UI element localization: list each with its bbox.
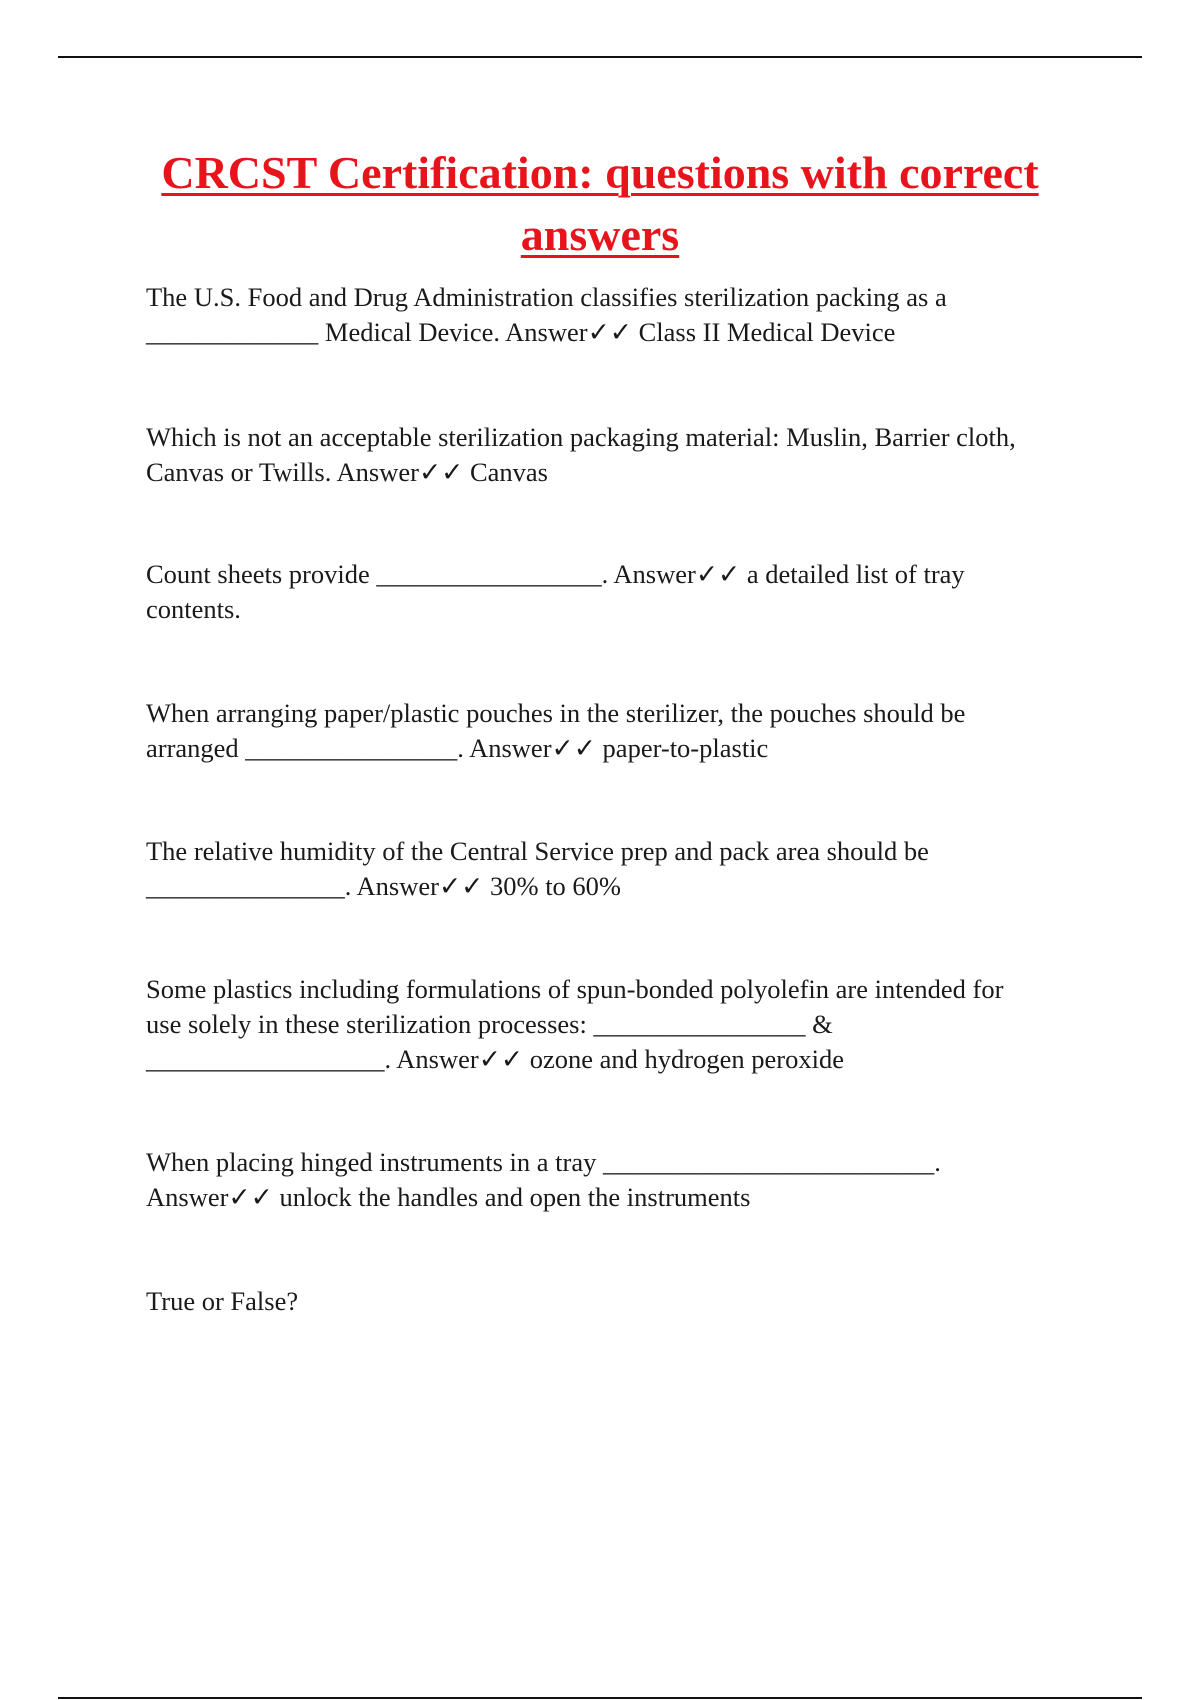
qa-item-8: True or False? [146, 1286, 299, 1316]
qa-item-4: When arranging paper/plastic pouches in the sterilizer, the pouches should be arranged ________________. Answer✓✓ paper-to-plastic [146, 698, 966, 763]
qa-item-2: Which is not an acceptable sterilization packaging material: Muslin, Barrier cloth, Canvas or Twills. Answer✓✓ Canvas [146, 422, 1016, 487]
qa-item-5: The relative humidity of the Central Service prep and pack area should be _______________. Answer✓✓ 30% to 60% [146, 836, 929, 901]
qa-item-6: Some plastics including formulations of spun-bonded polyolefin are intended for use solely in these sterilization processes: ________________ & __________________. Answer✓✓ ozone and hydrogen peroxide [146, 974, 1004, 1074]
qa-item-1: The U.S. Food and Drug Administration classifies sterilization packing as a _____________ Medical Device. Answer✓✓ Class II Medical Device [146, 282, 947, 347]
top-rule [58, 56, 1142, 58]
qa-item-7: When placing hinged instruments in a tray _________________________. Answer✓✓ unlock the handles and open the instruments [146, 1147, 941, 1212]
bottom-rule [58, 1697, 1142, 1699]
page-title: CRCST Certification: questions with correct answers [161, 147, 1039, 260]
qa-item-3: Count sheets provide _________________. Answer✓✓ a detailed list of tray contents. [146, 559, 965, 624]
